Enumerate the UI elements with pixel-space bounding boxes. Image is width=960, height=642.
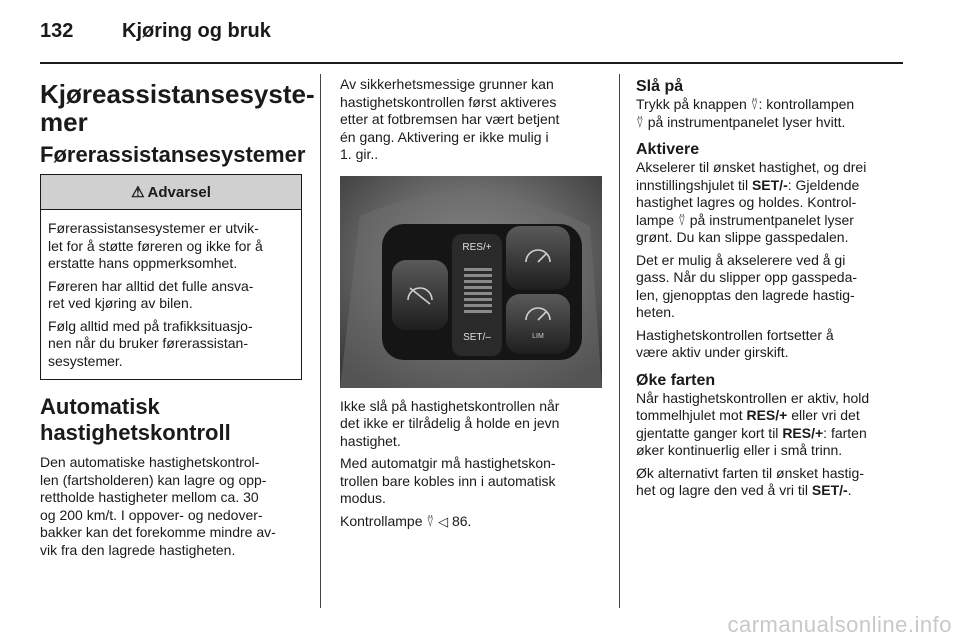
turn-on-text — [636, 96, 904, 131]
section-heading: Kjøreassistansesyste- mer — [40, 79, 315, 137]
res-plus-ref-2: RES/+ — [782, 424, 824, 441]
res-plus-label: RES/+ — [462, 241, 492, 253]
page-reference-icon: ◁ — [438, 513, 449, 529]
warning-text-3: Følg alltid med på trafikksituasjo- nen når du bruker førerassistan- sesystemer. — [48, 317, 253, 369]
increase-text-1 — [636, 390, 904, 460]
increase-text-1e: : farten øker kontinuerlig eller i små trinn. — [636, 424, 867, 458]
increase-text-1a: Når hastighetskontrollen er aktiv, hold tommelhjulet mot — [636, 389, 870, 423]
increase-text-2a: Øk alternativt farten til ønsket hastig- het og lagre den ved å vri til — [636, 464, 864, 498]
activate-text-1d: på instrumentpanelet lyser grønt. Du kan slippe gasspedalen. — [636, 211, 854, 245]
increase-speed-heading: Øke farten — [636, 371, 716, 389]
cruise-control-intro: Den automatiske hastighetskontrol- len (fartsholderen) kan lagre og opp- rettholde hastigheter mellom ca. 30 og 200 km/t. I oppover- og nedover- bakker kan det forekomme mindre av- vik fra den lagrede hastigheten. — [40, 454, 276, 558]
set-minus-label: SET/– — [463, 331, 491, 343]
page-number: 132 — [40, 20, 74, 42]
watermark: carmanualsonline.info — [727, 612, 952, 637]
column-1 — [40, 72, 315, 564]
warning-box — [40, 174, 302, 380]
activate-heading: Aktivere — [636, 141, 700, 158]
header-rule — [40, 62, 903, 64]
control-lamp-text: Kontrollampe — [340, 512, 427, 529]
column-divider-2 — [619, 74, 620, 608]
advice-text-2: Med automatgir må hastighetskon- trollen bare kobles inn i automatisk modus. — [340, 455, 556, 506]
turn-on-text-a: Trykk på knappen — [636, 96, 751, 112]
column-2 — [340, 72, 602, 535]
safety-note: Av sikkerhetsmessige grunner kan hastighetskontrollen først aktiveres etter at fotbremsen har vært betjent én gang. Aktivering er ikke mulig i 1. gir.. — [340, 76, 560, 162]
chapter-title: Kjøring og bruk — [122, 20, 271, 42]
warning-text-1: Førerassistansesystemer er utvik- let for å støtte føreren og ikke for å erstatte hans oppmerksomhet. — [48, 220, 263, 271]
warning-triangle-icon: ⚠ — [131, 184, 145, 201]
subsection-heading: Førerassistansesystemer — [40, 142, 306, 167]
column-3 — [636, 72, 904, 505]
set-minus-ref-2: SET/- — [811, 482, 848, 498]
cruise-control-icon: ⍢ — [426, 513, 435, 529]
res-plus-ref-1: RES/+ — [746, 407, 788, 423]
increase-speed-section — [636, 372, 904, 500]
lim-label: LIM — [532, 332, 544, 340]
control-lamp-ref — [340, 513, 602, 531]
warning-text-2: Føreren har alltid det fulle ansva- ret ved kjøring av bilen. — [48, 277, 254, 311]
turn-on-section — [636, 78, 904, 131]
cruise-control-icon: ⍢ — [636, 114, 644, 130]
increase-text-1c: eller vri det gjentatte ganger kort til — [636, 407, 860, 441]
activate-text-2: Det er mulig å akselerere ved å gi gass. Når du slipper opp gasspeda- len, gjenopptas den lagrede hastig- heten. — [636, 251, 858, 320]
warning-title: Advarsel — [147, 183, 211, 201]
turn-on-text-b: : kontrollampen — [758, 96, 855, 112]
warning-body — [41, 210, 301, 379]
cruise-control-heading: Automatisk hastighetskontroll — [40, 394, 231, 445]
activate-section — [636, 141, 904, 362]
activate-text-3: Hastighetskontrollen fortsetter å være aktiv under girskift. — [636, 326, 834, 360]
set-minus-ref: SET/- — [751, 176, 788, 193]
activate-text-1a: Akselerer til ønsket hastighet, og drei innstillingshjulet til — [636, 159, 867, 193]
activate-text-1 — [636, 159, 904, 247]
increase-text-2c: . — [847, 482, 852, 498]
page-reference[interactable]: 86. — [451, 512, 472, 529]
turn-on-text-c: på instrumentpanelet lyser hvitt. — [643, 113, 846, 130]
activate-text-1c: : Gjeldende hastighet lagres og holdes. Kontrol- lampe — [636, 176, 860, 228]
increase-text-2 — [636, 465, 904, 500]
cruise-control-icon: ⍢ — [678, 212, 686, 228]
turn-on-heading: Slå på — [636, 78, 684, 95]
cruise-control-icon: ⍢ — [750, 97, 759, 112]
steering-wheel-controls-photo — [340, 176, 602, 388]
advice-text-1: Ikke slå på hastighetskontrollen når det ikke er tilrådelig å holde en jevn hastighet. — [340, 397, 560, 449]
warning-header — [41, 175, 301, 210]
column-divider-1 — [320, 74, 321, 608]
